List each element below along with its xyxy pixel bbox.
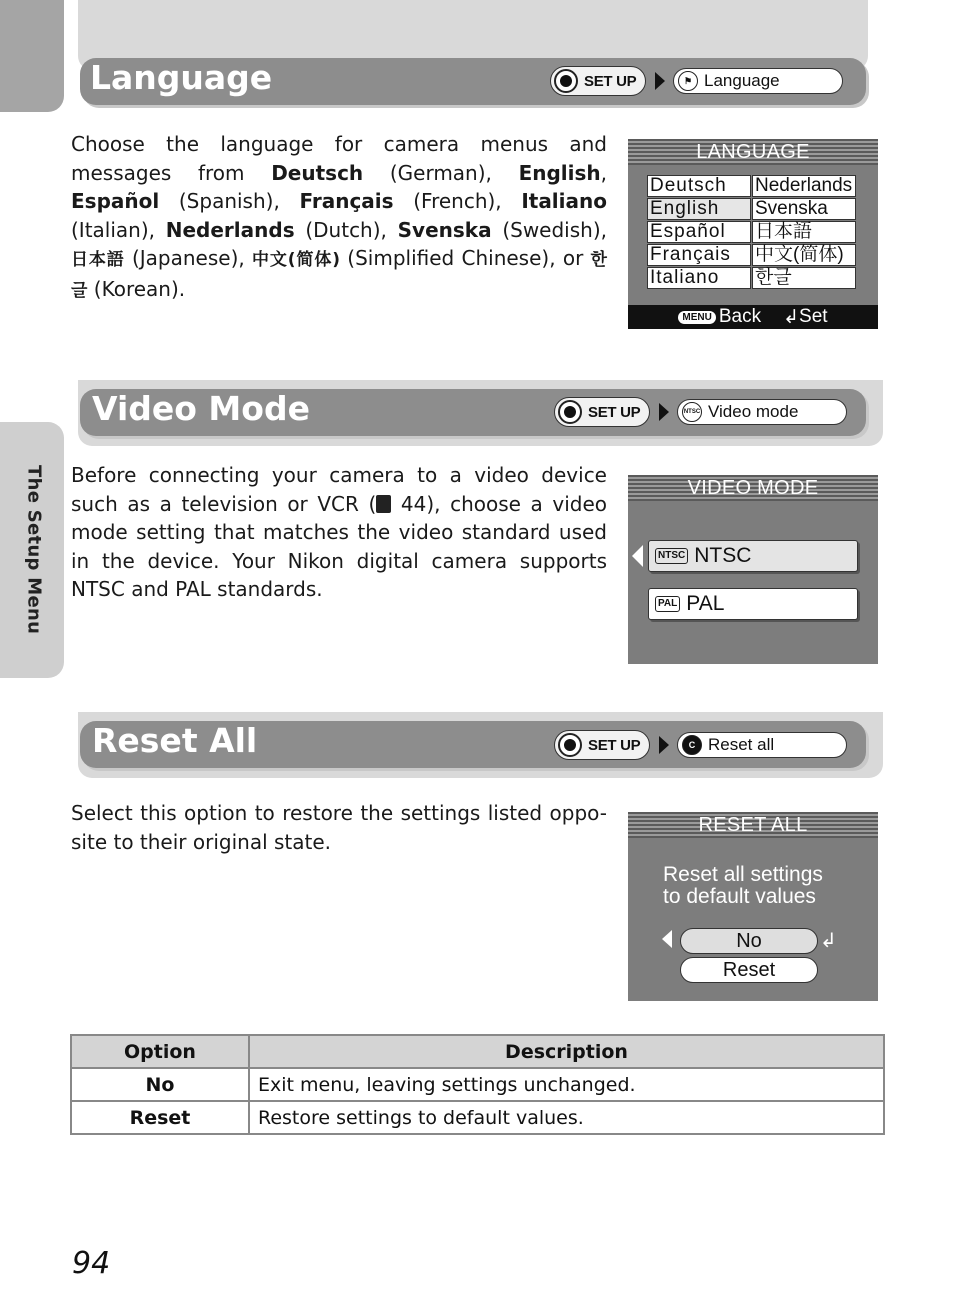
lang-option: Nederlands [752, 175, 856, 197]
enter-icon: ↲ [783, 306, 800, 328]
lang-option: Svenska [752, 198, 856, 220]
page-number: 94 [72, 1246, 111, 1281]
lang-option: Italiano [647, 267, 751, 289]
table-cell-option: Reset [71, 1101, 249, 1134]
side-tab [0, 422, 64, 678]
camera-lens-icon [554, 69, 578, 93]
setup-label: SET UP [588, 403, 641, 421]
video-option-pal: PAL PAL [648, 588, 858, 620]
lang-option: 日本語 [752, 221, 856, 243]
reset-icon: C [682, 735, 702, 755]
table-header: Option [71, 1035, 249, 1068]
reset-message-line-2: to default values [663, 885, 816, 908]
screen-footer [628, 305, 878, 329]
menu-item-pill [673, 68, 843, 94]
lang-option: 中文(简体) [752, 244, 856, 266]
setup-menu-pill [550, 66, 646, 96]
section-title: Video Mode [92, 389, 310, 428]
menu-item-label: Video mode [708, 402, 799, 421]
flag-icon: ⚑ [678, 71, 698, 91]
set-label: Set [799, 306, 828, 327]
section-header-language [80, 58, 866, 105]
lang-option-selected: English [647, 198, 751, 220]
screen-title: VIDEO MODE [628, 475, 878, 501]
reset-message-line-1: Reset all settings [663, 863, 823, 886]
table-cell-description: Exit menu, leaving settings unchanged. [249, 1068, 884, 1101]
options-table [70, 1034, 885, 1135]
table-header: Description [249, 1035, 884, 1068]
video-mode-description: Before connecting your camera to a video device such as a television or VCR ( 44), choose a video mode setting that matches the video standard used in the device. Your Nikon digital camera supports NTSC and PAL standards. [71, 463, 607, 601]
back-label: Back [718, 306, 762, 327]
side-tab-label: The Setup Menu [23, 465, 45, 635]
menu-item-label: Reset all [708, 735, 775, 754]
arrow-right-icon [655, 72, 665, 90]
lang-option: Français [647, 244, 751, 266]
menu-item-pill [677, 399, 847, 425]
section-header-video-mode [80, 389, 866, 436]
side-tab-top [0, 0, 64, 112]
section-title: Reset All [92, 721, 258, 760]
menu-button-icon: MENU [678, 311, 715, 324]
ntsc-icon: NTSC [682, 402, 702, 422]
selector-arrow-icon [632, 545, 643, 567]
setup-label: SET UP [588, 736, 641, 754]
reset-option-no: No [680, 928, 818, 954]
enter-icon: ↲ [820, 928, 837, 952]
table-cell-description: Restore settings to default values. [249, 1101, 884, 1134]
section-title: Language [90, 58, 273, 97]
table-cell-option: No [71, 1068, 249, 1101]
arrow-right-icon [659, 736, 669, 754]
breadcrumb [550, 66, 843, 96]
breadcrumb [554, 730, 847, 760]
language-screen [628, 139, 878, 329]
lang-option: Deutsch [647, 175, 751, 197]
arrow-right-icon [659, 403, 669, 421]
video-option-ntsc: NTSC NTSC [648, 540, 858, 572]
setup-menu-pill [554, 397, 650, 427]
table-header-row [71, 1035, 884, 1068]
setup-label: SET UP [584, 72, 637, 90]
reset-all-description: Select this option to restore the settings listed oppo-site to their original state. [71, 801, 607, 854]
menu-item-label: Language [704, 71, 780, 90]
table-row [71, 1068, 884, 1101]
table-row [71, 1101, 884, 1134]
breadcrumb [554, 397, 847, 427]
section-header-reset-all [80, 721, 866, 768]
lang-option: 한글 [752, 267, 856, 289]
video-mode-screen [628, 475, 878, 664]
selector-arrow-icon [662, 930, 672, 948]
ntsc-icon: NTSC [655, 548, 688, 564]
camera-lens-icon [558, 400, 582, 424]
lang-option: Español [647, 221, 751, 243]
setup-menu-pill [554, 730, 650, 760]
screen-title: LANGUAGE [628, 139, 878, 165]
manual-ref-icon [376, 495, 391, 513]
reset-option-reset: Reset [680, 957, 818, 983]
reset-all-screen [628, 812, 878, 1001]
camera-lens-icon [558, 733, 582, 757]
screen-title: RESET ALL [628, 812, 878, 838]
menu-item-pill [677, 732, 847, 758]
language-description: Choose the language for camera menus and messages from Deutsch (German), English, Español (Spanish), Français (French), Italiano (Italian), Nederlands (Dutch), Svenska (Swedish), 日本語 (Japanese), 中文(简体) (Simplified Chinese), or 한글 (Korean). [71, 132, 608, 301]
pal-icon: PAL [655, 596, 680, 612]
